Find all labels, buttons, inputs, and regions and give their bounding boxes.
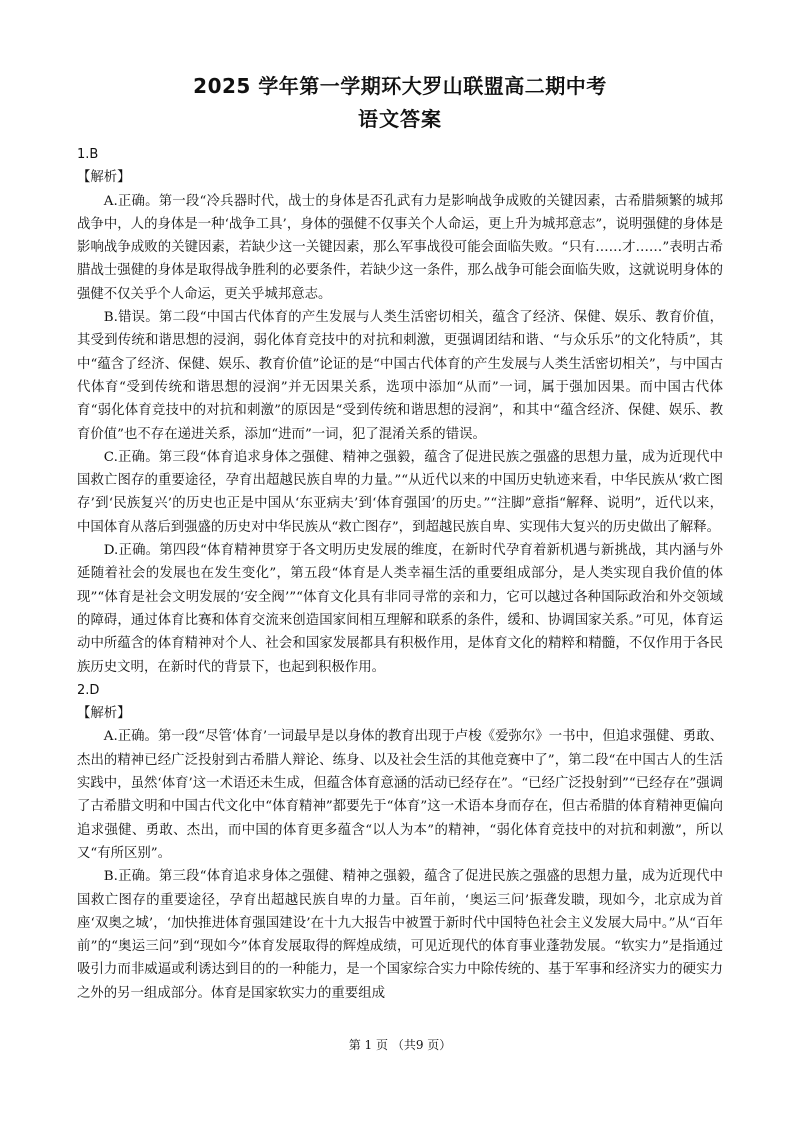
option-b-paragraph: B.正确。第三段“体育追求身体之强健、精神之强毅，蕴含了促进民族之强盛的思想力量，成为近现代中国救亡图存的重要途径，孕育出超越民族自卑的力量。百年前，‘奥运三问’振聋发聩，现如今，北京成为首座‘双奥之城’，‘加快推进体育强国建设’在十九大报告中被置于新时代中国特色社会主义发展大局中。”从“百年前”的“奥运三问”到“现如今”体育发展取得的辉煌成绩，可见近现代的体育事业蓬勃发展。“软实力”是指通过吸引力而非威逼或利诱达到目的的一种能力，是一个国家综合实力中除传统的、基于军事和经济实力的硬实力之外的另一组成部分。体育是国家软实力的重要组成 xyxy=(77,869,723,1001)
option-d-paragraph: D.正确。第四段“体育精神贯穿于各文明历史发展的维度，在新时代孕育着新机遇与新挑战，其内涵与外延随着社会的发展也在发生变化”，第五段“体育是人类幸福生活的重要组成部分，是人类实现自我价值的体现”“体育是社会文明发展的‘安全阀’”“体育文化具有非同寻常的亲和力，它可以越过各种国际政治和外交领域的障碍，通过体育比赛和体育交流来创造国家间相互理解和联系的条件，缓和、协调国家关系。”可见，体育运动中所蕴含的体育精神对个人、社会和国家发展都具有积极作用，是体育文化的精粹和精髓，不仅作用于各民族历史文明，在新时代的背景下，也起到积极作用。 xyxy=(77,543,723,675)
option-c-paragraph: C.正确。第三段“体育追求身体之强健、精神之强毅，蕴含了促进民族之强盛的思想力量，成为近现代中国救亡图存的重要途径，孕育出超越民族自卑的力量。”“从近代以来的中国历史轨迹来看，中华民族从‘救亡图存’到‘民族复兴’的历史也正是中国从‘东亚病夫’到‘体育强国’的历史。”“注脚”意指“解释、说明”，近代以来，中国体育从落后到强盛的历史对中华民族从“救亡图存”，到超越民族自卑、实现伟大复兴的历史做出了解释。 xyxy=(77,449,723,535)
question-number: 2.D xyxy=(77,682,100,698)
document-title: 2025 学年第一学期环大罗山联盟高二期中考 xyxy=(193,74,607,98)
option-a-paragraph: A.正确。第一段“尽管‘体育’一词最早是以身体的教育出现于卢梭《爱弥尔》一书中，但追求强健、勇敢、杰出的精神已经广泛投射到古希腊人辩论、练身、以及社会生活的其他竞赛中了”，第二段“在中国古人的生活实践中，虽然‘体育’这一术语还未生成，但蕴含体育意涵的活动已经存在”。“已经广泛投射到”“已经存在”强调了古希腊文明和中国古代文化中“体育精神”都要先于“体育”这一术语本身而存在，但古希腊的体育精神更偏向追求强健、勇敢、杰出，而中国的体育更多蕴含“以人为本”的精神，“弱化体育竞技中的对抗和刺激”，所以又“有所区别”。 xyxy=(77,729,723,861)
document-subtitle: 语文答案 xyxy=(358,107,442,131)
option-b-paragraph: B.错误。第二段“中国古代体育的产生发展与人类生活密切相关，蕴含了经济、保健、娱乐、教育价值，其受到传统和谐思想的浸润，弱化体育竞技中的对抗和刺激，更强调团结和谐、“与众乐乐”的文化特质”，其中“蕴含了经济、保健、娱乐、教育价值”论证的是“中国古代体育的产生发展与人类生活密切相关”，与中国古代体育“受到传统和谐思想的浸润”并无因果关系，选项中添加“从而”一词，属于强加因果。而中国古代体育“弱化体育竞技中的对抗和刺激”的原因是“受到传统和谐思想的浸润”，和其中“蕴含经济、保健、娱乐、教育价值”也不存在递进关系，添加“进而”一词，犯了混淆关系的错误。 xyxy=(77,310,723,442)
page-footer: 第 1 页 （共9 页） xyxy=(348,1038,452,1052)
question-number: 1.B xyxy=(77,147,99,162)
analysis-label: 【解析】 xyxy=(77,170,131,186)
option-a-paragraph: A.正确。第一段“冷兵器时代，战士的身体是否孔武有力是影响战争成败的关键因素，古希腊频繁的城邦战争中，人的身体是一种‘战争工具’，身体的强健不仅事关个人命运，更上升为城邦意志”，说明强健的身体是影响战争成败的关键因素，若缺少这一关键因素，那么军事战役可能会面临失败。“只有……才……”表明古希腊战士强健的身体是取得战争胜利的必要条件，若缺少这一条件，那么战争可能会面临失败，这就说明身体的强健不仅关乎个人命运，更关乎城邦意志。 xyxy=(77,193,723,302)
answer-body xyxy=(77,143,723,1005)
analysis-label: 【解析】 xyxy=(77,706,131,722)
